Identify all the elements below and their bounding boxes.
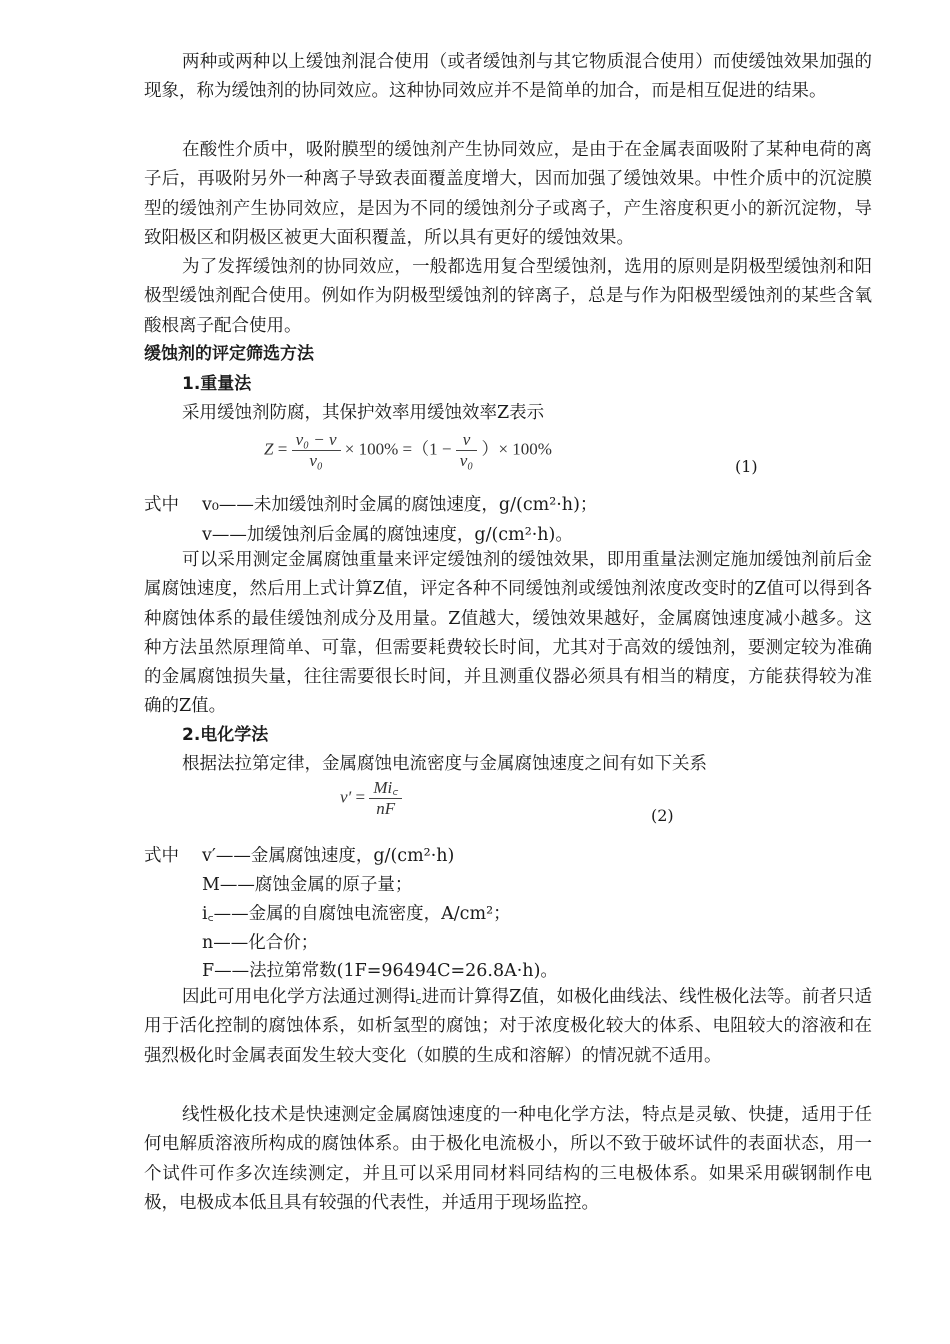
eq1-fraction-2 [456,430,477,471]
weight-method-intro: 采用缓蚀剂防腐，其保护效率用缓蚀效率Z表示 [182,403,545,423]
equation-2 [340,778,402,819]
var-F-definition: F——法拉第常数(1F=96494C=26.8A·h)。 [202,961,558,981]
var-v-definition: v——加缓蚀剂后金属的腐蚀速度，g/(cm²·h)。 [202,525,573,545]
heading-electrochemical-method: 2.电化学法 [182,725,269,745]
eq2-lhs: v′ [340,787,352,807]
equation-1-number: (1) [735,457,758,476]
var-n-definition: n——化合价； [202,933,319,953]
heading-weight-method: 1.重量法 [182,374,252,394]
eq2-equals: = [355,787,366,807]
paragraph-electro-body-2: 线性极化技术是快速测定金属腐蚀速度的一种电化学方法，特点是灵敏、快捷，适用于任何电解质溶液所构成的腐蚀体系。由于极化电流极小，所以不致于破坏试件的表面状态，用一个试件可作多次连续测定，并且可以采用同材料同结构的三电极体系。如果采用碳钢制作电极，电极成本低且具有较强的代表性，并适用于现场监控。 [144,1105,872,1213]
eq1-denominator-1: v₀ [309,451,323,470]
eq1-lhs: Z [264,439,274,459]
equation-1 [264,430,552,471]
where-label-2: 式中 [144,846,179,866]
section-title: 缓蚀剂的评定筛选方法 [144,344,314,364]
eq1-numerator-2: v [456,430,477,451]
paragraph-synergy-definition: 两种或两种以上缓蚀剂混合使用（或者缓蚀剂与其它物质混合使用）而使缓蚀效果加强的现象，称为缓蚀剂的协同效应。这种协同效应并不是简单的加合，而是相互促进的结果。 [144,52,872,102]
eq1-numerator-1: v₀ − v [292,430,341,451]
where-label-1: 式中 [144,495,179,515]
eq1-tail: ）× 100% [481,439,552,459]
eq1-equals: = [277,439,288,459]
var-M-definition: M——腐蚀金属的原子量； [202,875,413,895]
eq1-equals-2: =（1 − [402,439,452,459]
eq1-fraction-1 [292,430,341,471]
eq2-fraction [369,778,402,819]
var-v-prime-definition: v′——金属腐蚀速度，g/(cm²·h) [202,846,455,866]
eq1-denominator-2: v₀ [459,451,474,470]
var-v0-definition: v₀——未加缓蚀剂时金属的腐蚀速度，g/(cm²·h)； [202,495,598,515]
paragraph-compound-inhibitor: 为了发挥缓蚀剂的协同效应，一般都选用复合型缓蚀剂，选用的原则是阴极型缓蚀剂和阳极型缓蚀剂配合使用。例如作为阴极型缓蚀剂的锌离子，总是与作为阳极型缓蚀剂的某些含氧酸根离子配合使用。 [144,257,872,336]
paragraph-electro-body-1: 因此可用电化学方法通过测得i꜀进而计算得Z值，如极化曲线法、线性极化法等。前者只适用于活化控制的腐蚀体系，如析氢型的腐蚀；对于浓度极化较大的体系、电阻较大的溶液和在强烈极化时金属表面发生较大变化（如膜的生成和溶解）的情况就不适用。 [144,987,872,1066]
paragraph-weight-method-body: 可以采用测定金属腐蚀重量来评定缓蚀剂的缓蚀效果，即用重量法测定施加缓蚀剂前后金属腐蚀速度，然后用上式计算Z值，评定各种不同缓蚀剂或缓蚀剂浓度改变时的Z值可以得到各种腐蚀体系的最佳缓蚀剂成分及用量。Z值越大，缓蚀效果越好，金属腐蚀速度减小越多。这种方法虽然原理简单、可靠，但需要耗费较长时间，尤其对于高效的缓蚀剂，要测定较为准确的金属腐蚀损失量，往往需要很长时间，并且测重仪器必须具有相当的精度，方能获得较为准确的Z值。 [144,550,872,717]
paragraph-acid-media: 在酸性介质中，吸附膜型的缓蚀剂产生协同效应，是由于在金属表面吸附了某种电荷的离子后，再吸附另外一种离子导致表面覆盖度增大，因而加强了缓蚀效果。中性介质中的沉淀膜型的缓蚀剂产生协同效应，是因为不同的缓蚀剂分子或离子，产生溶度积更小的新沉淀物，导致阳极区和阴极区被更大面积覆盖，所以具有更好的缓蚀效果。 [144,140,872,248]
eq1-times: × 100% [344,439,399,459]
var-ic-definition: i꜀——金属的自腐蚀电流密度，A/cm²； [202,904,511,924]
eq2-denominator: nF [376,799,396,818]
electro-method-intro: 根据法拉第定律，金属腐蚀电流密度与金属腐蚀速度之间有如下关系 [182,754,707,774]
equation-2-number: (2) [651,806,674,825]
eq2-numerator: Mi꜀ [369,778,402,799]
